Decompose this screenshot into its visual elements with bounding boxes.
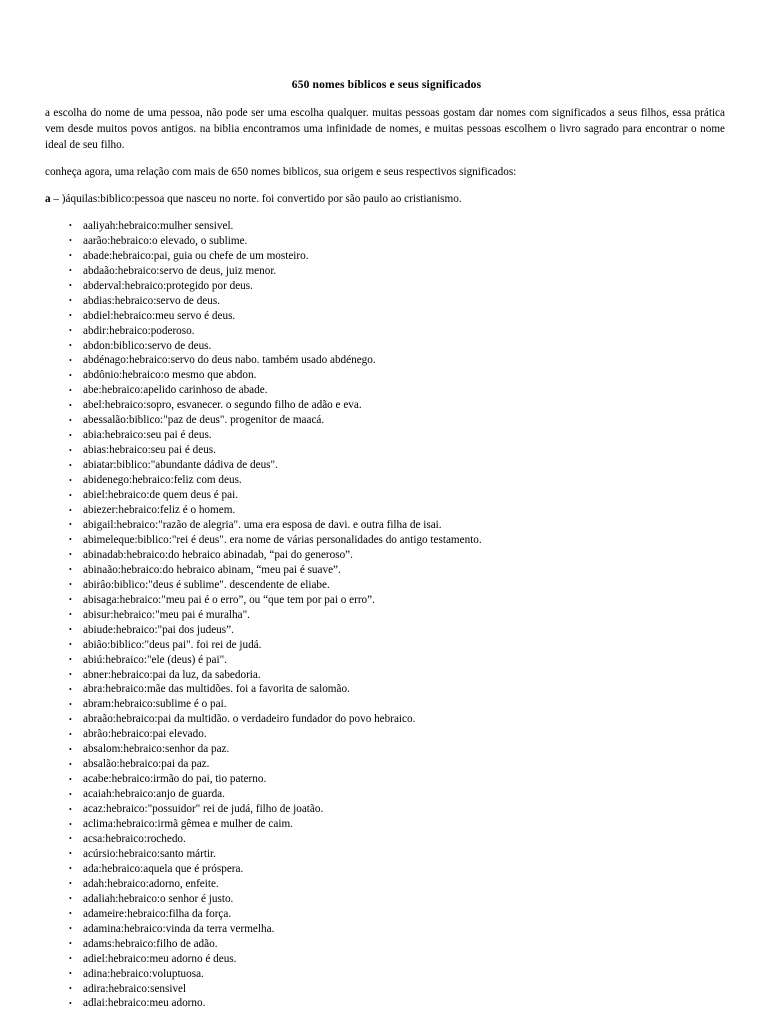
list-item-label: abigail:hebraico:"razão de alegria". uma era esposa de davi. e outra filha de isai. (83, 518, 442, 531)
list-item-label: aarão:hebraico:o elevado, o sublime. (83, 234, 248, 247)
list-item (45, 279, 728, 294)
list-item-label: adams:hebraico:filho de adão. (83, 937, 218, 950)
list-item (45, 219, 728, 234)
list-item (45, 982, 728, 997)
list-item-label: abisur:hebraico:"meu pai é muralha". (83, 608, 250, 621)
list-item (45, 563, 728, 578)
list-item-label: acsa:hebraico:rochedo. (83, 832, 186, 845)
list-item (45, 996, 728, 1011)
list-item (45, 922, 728, 937)
list-item (45, 742, 728, 757)
list-item (45, 712, 728, 727)
list-item (45, 727, 728, 742)
list-item (45, 503, 728, 518)
list-item (45, 817, 728, 832)
list-item-label: adlai:hebraico:meu adorno. (83, 997, 206, 1010)
list-item-label: abram:hebraico:sublime é o pai. (83, 698, 227, 711)
list-item-label: abimeleque:biblico:"rei é deus". era nome de várias personalidades do antigo testamento. (83, 533, 482, 546)
list-item (45, 608, 728, 623)
list-item (45, 309, 728, 324)
list-item-label: abiâo:biblico:"deus pai". foi rei de judá. (83, 638, 262, 651)
list-item (45, 578, 728, 593)
list-item-label: abdiel:hebraico:meu servo é deus. (83, 309, 236, 322)
list-item-label: abessalão:biblico:"paz de deus". progenitor de maacá. (83, 414, 325, 427)
list-item-label: adaliah:hebraico:o senhor é justo. (83, 892, 234, 905)
list-item (45, 862, 728, 877)
list-item (45, 249, 728, 264)
list-item (45, 533, 728, 548)
second-paragraph: conheça agora, uma relação com mais de 650 nomes biblicos, sua origem e seus respectivos significados: (45, 166, 517, 179)
section-letter: a (45, 193, 51, 205)
list-item (45, 473, 728, 488)
list-item-label: adamina:hebraico:vinda da terra vermelha. (83, 922, 275, 935)
list-item-label: acúrsio:hebraico:santo mártir. (83, 847, 216, 860)
section-heading (45, 192, 728, 208)
list-item-label: abiel:hebraico:de quem deus é pai. (83, 489, 239, 502)
list-item (45, 907, 728, 922)
list-item-label: abiezer:hebraico:feliz é o homem. (83, 504, 236, 517)
page-title: 650 nomes bíblicos e seus significados (291, 79, 482, 91)
list-item-label: absalom:hebraico:senhor da paz. (83, 743, 230, 756)
list-item (45, 413, 728, 428)
list-item-label: adira:hebraico:sensivel (83, 982, 187, 995)
list-item-label: abiude:hebraico:"pai dos judeus”. (83, 623, 234, 636)
list-item-label: abia:hebraico:seu pai é deus. (83, 429, 212, 442)
list-item-label: abderval:hebraico:protegido por deus. (83, 279, 253, 292)
list-item (45, 368, 728, 383)
list-item-label: acabe:hebraico:irmão do pai, tio paterno. (83, 773, 267, 786)
list-item (45, 832, 728, 847)
list-item (45, 682, 728, 697)
list-item (45, 353, 728, 368)
list-item-label: abraão:hebraico:pai da multidão. o verdadeiro fundador do povo hebraico. (83, 713, 416, 726)
list-item (45, 623, 728, 638)
list-item (45, 757, 728, 772)
list-item-label: abdir:hebraico:poderoso. (83, 324, 195, 337)
list-item-label: abinadab:hebraico:do hebraico abinadab, “pai do generoso”. (83, 548, 353, 561)
list-item-label: abias:hebraico:seu pai é deus. (83, 444, 216, 457)
list-item-label: adameire:hebraico:filha da força. (83, 907, 232, 920)
list-item (45, 443, 728, 458)
list-item-label: abel:hebraico:sopro, esvanecer. o segundo filho de adão e eva. (83, 399, 362, 412)
list-item-label: abiú:hebraico:"ele (deus) é pai". (83, 653, 227, 666)
list-item-label: ada:hebraico:aquela que é próspera. (83, 862, 244, 875)
list-item-label: absalão:hebraico:pai da paz. (83, 758, 210, 771)
list-item-label: abinaão:hebraico:do hebraico abinam, “meu pai é suave”. (83, 563, 341, 576)
list-item-label: abade:hebraico:pai, guia ou chefe de um mosteiro. (83, 249, 309, 262)
list-item (45, 398, 728, 413)
list-item (45, 593, 728, 608)
list-item-label: abdias:hebraico:servo de deus. (83, 294, 220, 307)
section-heading-text: – )áquilas:biblico:pessoa que nasceu no norte. foi convertido por são paulo ao cristianismo. (50, 193, 462, 205)
list-item (45, 772, 728, 787)
list-item (45, 234, 728, 249)
list-item-label: abirâo:biblico:"deus é sublime". descendente de eliabe. (83, 578, 330, 591)
list-item (45, 548, 728, 563)
list-item (45, 488, 728, 503)
list-item-label: abidenego:hebraico:feliz com deus. (83, 474, 242, 487)
list-item (45, 264, 728, 279)
list-item-label: abrão:hebraico:pai elevado. (83, 728, 207, 741)
list-item (45, 638, 728, 653)
list-item (45, 697, 728, 712)
list-item (45, 668, 728, 683)
list-item (45, 324, 728, 339)
list-item (45, 428, 728, 443)
list-item (45, 877, 728, 892)
list-item-label: abdônio:hebraico:o mesmo que abdon. (83, 369, 257, 382)
list-item-label: acaz:hebraico:"possuidor" rei de judá, filho de joatão. (83, 803, 324, 816)
list-item (45, 847, 728, 862)
list-item-label: adah:hebraico:adorno, enfeite. (83, 877, 219, 890)
list-item (45, 458, 728, 473)
list-item-label: abdaão:hebraico:servo de deus, juiz menor. (83, 264, 277, 277)
list-item-label: acaiah:hebraico:anjo de guarda. (83, 788, 225, 801)
list-item-label: aaliyah:hebraico:mulher sensivel. (83, 219, 234, 232)
list-item (45, 653, 728, 668)
list-item (45, 518, 728, 533)
list-item-label: abdon:biblico:servo de deus. (83, 339, 212, 352)
list-item-label: abner:hebraico:pai da luz, da sabedoria. (83, 668, 261, 681)
list-item (45, 339, 728, 354)
list-item (45, 937, 728, 952)
list-item-label: abe:hebraico:apelido carinhoso de abade. (83, 384, 268, 397)
list-item (45, 892, 728, 907)
list-item (45, 967, 728, 982)
list-item-label: adina:hebraico:voluptuosa. (83, 967, 204, 980)
list-item-label: abra:hebraico:mãe das multidões. foi a favorita de salomão. (83, 683, 350, 696)
list-item-label: aclima:hebraico:irmã gêmea e mulher de caim. (83, 818, 293, 831)
list-item-label: abisaga:hebraico:"meu pai é o erro”, ou “que tem por pai o erro”. (83, 593, 375, 606)
list-item (45, 952, 728, 967)
list-item (45, 802, 728, 817)
list-item (45, 294, 728, 309)
list-item (45, 383, 728, 398)
list-item-label: abdénago:hebraico:servo do deus nabo. também usado abdénego. (83, 354, 376, 367)
list-item-label: adiel:hebraico:meu adorno é deus. (83, 952, 237, 965)
list-item-label: abiatar:biblico:"abundante dádiva de deus". (83, 459, 278, 472)
list-item (45, 787, 728, 802)
intro-paragraph: a escolha do nome de uma pessoa, não pode ser uma escolha qualquer. muitas pessoas gostam dar nomes com significados a seus filhos, essa prática vem desde muitos povos antigos. na biblia encontramos uma infinidade de nomes, e muitas pessoas escolhem o livro sagrado para encontrar o nome ideal de seu filho. (45, 107, 725, 152)
name-entry-list (45, 219, 728, 1012)
